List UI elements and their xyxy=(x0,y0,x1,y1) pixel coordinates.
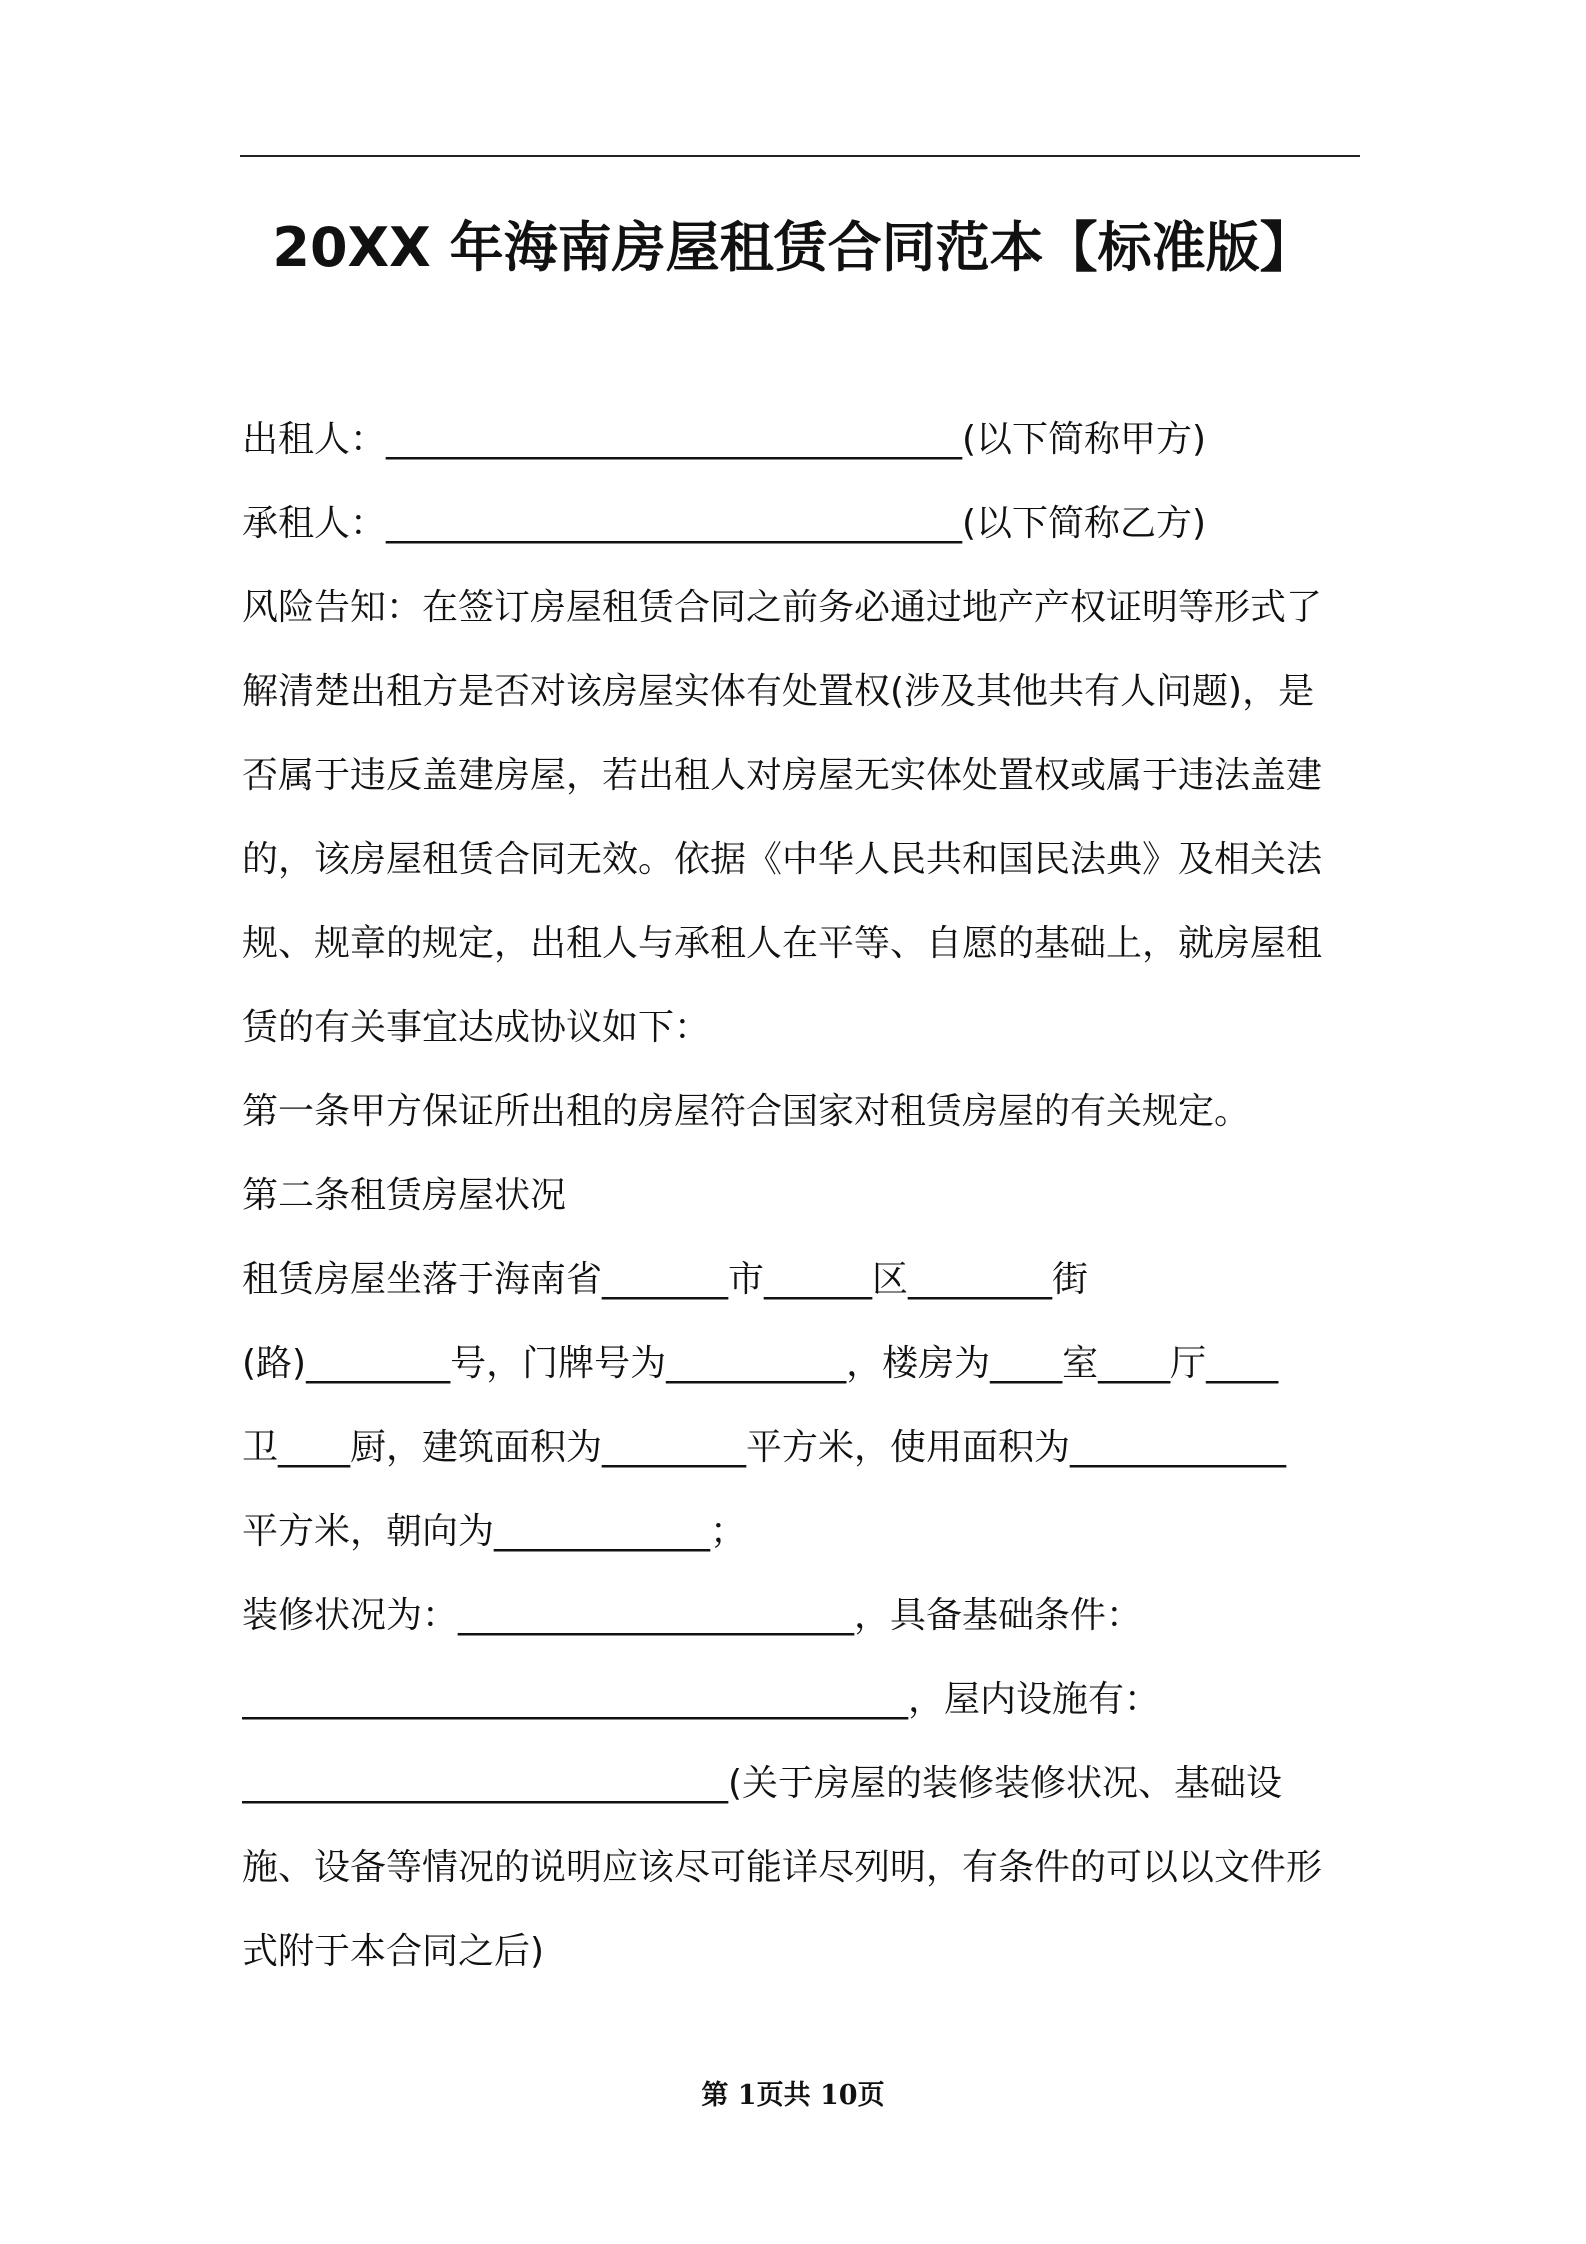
document-title: 20XX 年海南房屋租赁合同范本【标准版】 xyxy=(272,216,1314,279)
article-one-line: 第一条甲方保证所出租的房屋符合国家对租赁房屋的有关规定。 xyxy=(242,1091,1251,1132)
area-line: 卫____厨，建筑面积为________平方米，使用面积为____________ xyxy=(242,1427,1287,1468)
lessee-line: 承租人：________________________________(以下简称乙方) xyxy=(242,503,1207,544)
body-line: 解清楚出租方是否对该房屋实体有处置权(涉及其他共有人问题)，是 xyxy=(242,671,1315,712)
risk-notice-line: 风险告知：在签订房屋租赁合同之前务必通过地产产权证明等形式了 xyxy=(242,587,1323,628)
decoration-line: 装修状况为：______________________，具备基础条件： xyxy=(242,1595,1143,1636)
address-line: (路)________号，门牌号为__________，楼房为____室____厅____ xyxy=(242,1343,1279,1384)
page-number: 第 1页共 10页 xyxy=(701,2080,885,2111)
facilities-line: _____________________________________，屋内设施有： xyxy=(242,1679,1161,1720)
body-line: 否属于违反盖建房屋，若出租人对房屋无实体处置权或属于违法盖建 xyxy=(242,755,1323,796)
lessor-line: 出租人：________________________________(以下简称甲方) xyxy=(242,419,1207,460)
body-line: 施、设备等情况的说明应该尽可能详尽列明，有条件的可以以文件形 xyxy=(242,1847,1323,1888)
document-body xyxy=(242,398,1362,1994)
facilities-note-line: ___________________________(关于房屋的装修装修状况、基础设 xyxy=(242,1763,1283,1804)
body-line: 的，该房屋租赁合同无效。依据《中华人民共和国民法典》及相关法 xyxy=(242,839,1323,880)
article-two-heading: 第二条租赁房屋状况 xyxy=(242,1175,567,1216)
address-line: 租赁房屋坐落于海南省_______市______区________街 xyxy=(242,1259,1089,1300)
orientation-line: 平方米，朝向为____________； xyxy=(242,1511,747,1552)
header-rule xyxy=(240,155,1360,157)
body-line: 式附于本合同之后) xyxy=(242,1931,545,1972)
body-line: 赁的有关事宜达成协议如下： xyxy=(242,1007,711,1048)
body-line: 规、规章的规定，出租人与承租人在平等、自愿的基础上，就房屋租 xyxy=(242,923,1323,964)
